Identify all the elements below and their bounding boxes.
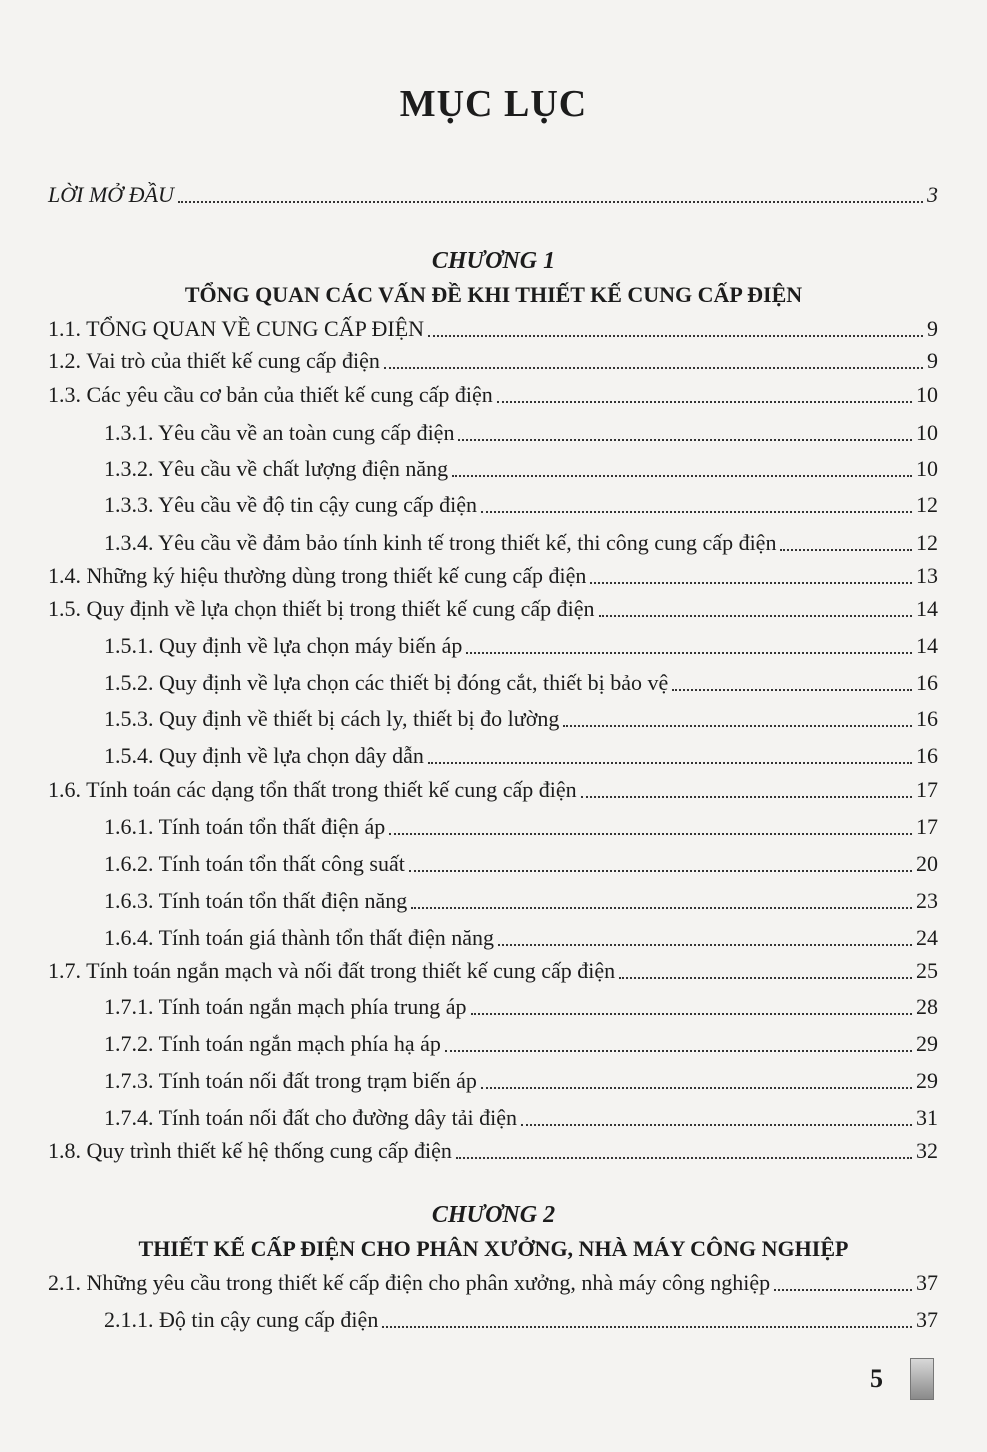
toc-entry-page: 28: [916, 994, 938, 1019]
chapter-1-title: TỔNG QUAN CÁC VẤN ĐỀ KHI THIẾT KẾ CUNG CẤP ĐIỆN: [184, 282, 803, 307]
dot-leader: [428, 761, 912, 764]
dot-leader: [521, 1123, 912, 1126]
dot-leader: [466, 651, 912, 654]
toc-entry[interactable]: [48, 958, 938, 984]
toc-entry-label: 1.7.4. Tính toán nối đất cho đường dây tải điện: [104, 1105, 517, 1130]
dot-leader: [581, 795, 912, 798]
toc-entry-label: 2.1.1. Độ tin cậy cung cấp điện: [104, 1307, 379, 1332]
toc-entry[interactable]: [48, 382, 938, 408]
toc-subentry[interactable]: [104, 1031, 938, 1057]
toc-entry-label: 1.7. Tính toán ngắn mạch và nối đất trong thiết kế cung cấp điện: [48, 958, 616, 983]
dot-leader: [445, 1049, 912, 1052]
toc-entry-page: 23: [916, 888, 938, 913]
dot-leader: [452, 474, 912, 477]
dot-leader: [411, 906, 912, 909]
toc-entry-page: 16: [916, 706, 938, 731]
toc-entry-label: 1.5.1. Quy định về lựa chọn máy biến áp: [104, 633, 463, 658]
toc-entry-label: 1.5. Quy định về lựa chọn thiết bị trong thiết kế cung cấp điện: [48, 596, 595, 621]
toc-entry-page: 14: [916, 633, 938, 658]
dot-leader: [481, 1086, 912, 1089]
toc-entry-page: 37: [916, 1270, 938, 1295]
toc-entry[interactable]: [48, 563, 938, 589]
toc-entry-label: 1.7.3. Tính toán nối đất trong trạm biến áp: [104, 1068, 477, 1093]
toc-entry-page: 14: [916, 596, 938, 621]
toc-entry-page: 10: [916, 420, 938, 445]
toc-subentry[interactable]: [104, 743, 938, 769]
toc-entry-label: 1.2. Vai trò của thiết kế cung cấp điện: [48, 348, 380, 373]
toc-entry-page: 16: [916, 670, 938, 695]
toc-entry-page: 12: [916, 492, 938, 517]
page-corner-mark: [910, 1358, 934, 1400]
toc-entry-label: 1.6.1. Tính toán tổn thất điện áp: [104, 814, 386, 839]
dot-leader: [458, 438, 912, 441]
toc-entry-label: 1.5.4. Quy định về lựa chọn dây dẫn: [104, 743, 424, 768]
toc-entry-label: 1.3.4. Yêu cầu về đảm bảo tính kinh tế trong thiết kế, thi công cung cấp điện: [104, 530, 777, 555]
toc-entry-page: 10: [916, 456, 938, 481]
toc-subentry[interactable]: [104, 492, 938, 518]
toc-entry-label: 1.3.1. Yêu cầu về an toàn cung cấp điện: [104, 420, 455, 445]
toc-entry-page: 20: [916, 851, 938, 876]
toc-entry-label: 1.5.2. Quy định về lựa chọn các thiết bị đóng cắt, thiết bị bảo vệ: [104, 670, 669, 695]
toc-subentry[interactable]: [104, 670, 938, 696]
dot-leader: [428, 334, 923, 337]
page-number: 5: [870, 1364, 883, 1393]
toc-subentry[interactable]: [104, 814, 938, 840]
dot-leader: [178, 200, 923, 203]
toc-entry-label: 1.5.3. Quy định về thiết bị cách ly, thiết bị đo lường: [104, 706, 560, 731]
toc-entry-page: 25: [916, 958, 938, 983]
toc-entry-page: 9: [927, 348, 938, 373]
dot-leader: [599, 614, 912, 617]
toc-entry-label: LỜI MỞ ĐẦU: [48, 182, 174, 207]
toc-subentry[interactable]: [104, 888, 938, 914]
chapter-2-title: THIẾT KẾ CẤP ĐIỆN CHO PHÂN XƯỞNG, NHÀ MÁY CÔNG NGHIỆP: [138, 1236, 849, 1261]
toc-entry-label: 1.7.1. Tính toán ngắn mạch phía trung áp: [104, 994, 467, 1019]
toc-entry-page: 3: [927, 182, 938, 207]
toc-subentry[interactable]: [104, 1307, 938, 1333]
toc-entry-page: 17: [916, 777, 938, 802]
dot-leader: [382, 1325, 912, 1328]
toc-entry-intro[interactable]: [48, 182, 938, 208]
toc-subentry[interactable]: [104, 633, 938, 659]
toc-entry-label: 1.6.4. Tính toán giá thành tổn thất điện năng: [104, 925, 495, 950]
toc-entry-label: 1.3.2. Yêu cầu về chất lượng điện năng: [104, 456, 449, 481]
toc-entry-label: 1.7.2. Tính toán ngắn mạch phía hạ áp: [104, 1031, 441, 1056]
toc-entry[interactable]: [48, 1138, 938, 1164]
dot-leader: [497, 400, 912, 403]
toc-entry-page: 24: [916, 925, 938, 950]
toc-entry-label: 1.1. TỔNG QUAN VỀ CUNG CẤP ĐIỆN: [48, 316, 425, 341]
dot-leader: [563, 724, 912, 727]
toc-entry-page: 32: [916, 1138, 938, 1163]
toc-entry-page: 10: [916, 382, 938, 407]
toc-entry-label: 1.4. Những ký hiệu thường dùng trong thiết kế cung cấp điện: [48, 563, 587, 588]
toc-entry-page: 12: [916, 530, 938, 555]
toc-subentry[interactable]: [104, 851, 938, 877]
toc-entry-label: 1.6.3. Tính toán tổn thất điện năng: [104, 888, 408, 913]
chapter-2-number: CHƯƠNG 2: [431, 1202, 556, 1228]
chapter-1-number: CHƯƠNG 1: [431, 248, 556, 274]
toc-subentry[interactable]: [104, 530, 938, 556]
toc-entry[interactable]: [48, 596, 938, 622]
toc-subentry[interactable]: [104, 456, 938, 482]
dot-leader: [481, 510, 912, 513]
dot-leader: [471, 1012, 912, 1015]
toc-subentry[interactable]: [104, 706, 938, 732]
toc-subentry[interactable]: [104, 925, 938, 951]
toc-entry-label: 1.8. Quy trình thiết kế hệ thống cung cấp điện: [48, 1138, 452, 1163]
dot-leader: [619, 976, 912, 979]
toc-entry[interactable]: [48, 777, 938, 803]
toc-entry-page: 16: [916, 743, 938, 768]
dot-leader: [498, 943, 912, 946]
toc-entry-label: 2.1. Những yêu cầu trong thiết kế cấp điện cho phân xưởng, nhà máy công nghiệp: [48, 1270, 771, 1295]
toc-entry-label: 1.3.3. Yêu cầu về độ tin cậy cung cấp điện: [104, 492, 478, 517]
dot-leader: [409, 869, 912, 872]
toc-entry-label: 1.3. Các yêu cầu cơ bản của thiết kế cung cấp điện: [48, 382, 493, 407]
dot-leader: [389, 832, 912, 835]
toc-entry-page: 29: [916, 1068, 938, 1093]
toc-entry-label: 1.6.2. Tính toán tổn thất công suất: [104, 851, 405, 876]
dot-leader: [774, 1288, 912, 1291]
dot-leader: [384, 366, 923, 369]
toc-entry[interactable]: [48, 1270, 938, 1296]
toc-subentry[interactable]: [104, 994, 938, 1020]
toc-entry-page: 17: [916, 814, 938, 839]
toc-entry-page: 9: [927, 316, 938, 341]
toc-subentry[interactable]: [104, 420, 938, 446]
toc-entry[interactable]: [48, 316, 938, 342]
toc-entry[interactable]: [48, 348, 938, 374]
dot-leader: [780, 548, 912, 551]
toc-entry-page: 13: [916, 563, 938, 588]
toc-entry-label: 1.6. Tính toán các dạng tổn thất trong thiết kế cung cấp điện: [48, 777, 577, 802]
dot-leader: [672, 688, 912, 691]
toc-entry-page: 31: [916, 1105, 938, 1130]
toc-entry-page: 37: [916, 1307, 938, 1332]
toc-subentry[interactable]: [104, 1068, 938, 1094]
toc-entry-page: 29: [916, 1031, 938, 1056]
dot-leader: [590, 581, 912, 584]
dot-leader: [456, 1156, 912, 1159]
toc-subentry[interactable]: [104, 1105, 938, 1131]
page-title: MỤC LỤC: [399, 83, 588, 125]
